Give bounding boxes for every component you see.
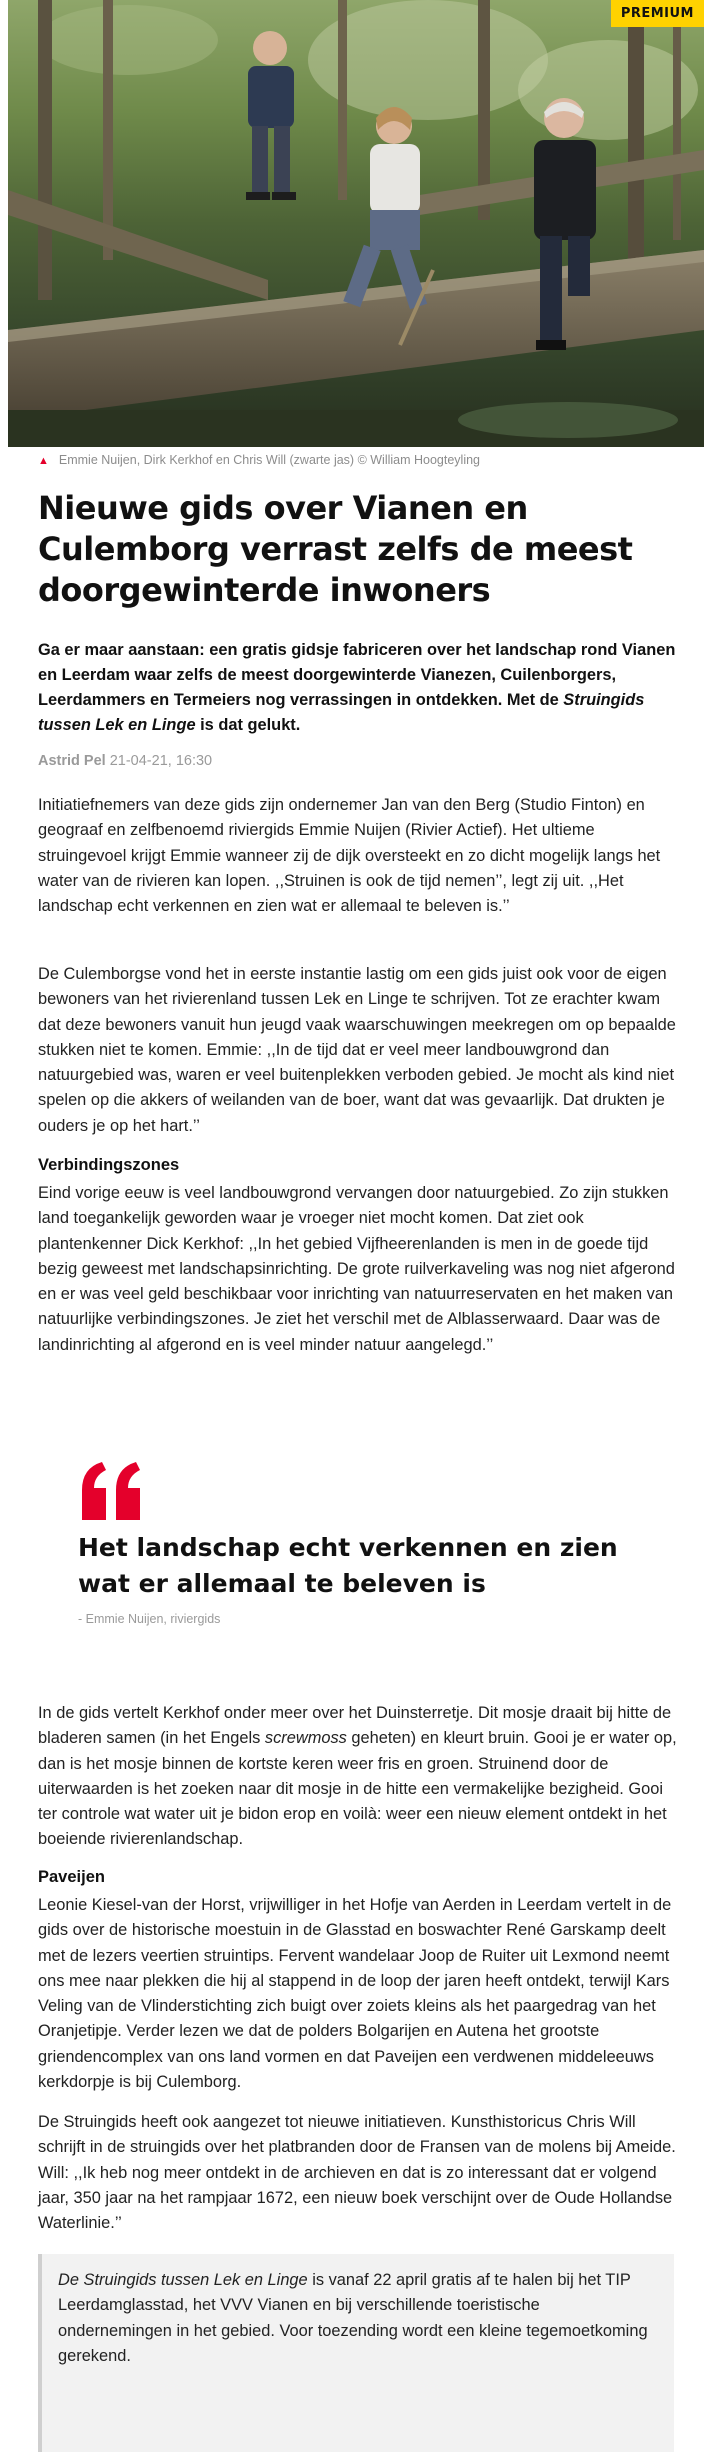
publish-date: 21-04-21, 16:30: [109, 753, 213, 769]
intro-guide-title: Struingids tussen Lek en Linge: [38, 691, 645, 734]
caption-triangle-icon: ▲: [38, 455, 49, 467]
author-name[interactable]: Astrid Pel: [38, 753, 106, 769]
paragraph-4-part-b: geheten) en kleurt bruin. Gooi je er water op, dan is het mosje binnen de kortste keren weer fris en groen. Struinend door de uiterwaarden is het zoeken naar dit mosje in de hitte een vermakelijke bezigheid. Gooi ter controle wat water uit je bidon erop en voilà: weer een nieuw element ontdekt in het boeiende rivierenlandschap.: [38, 1729, 677, 1849]
article-intro: [38, 638, 678, 738]
subheading-verbindingszones: Verbindingszones: [38, 1156, 180, 1174]
photo-caption-text: Emmie Nuijen, Dirk Kerkhof en Chris Will (zwarte jas) © William Hoogteyling: [58, 453, 481, 467]
paragraph-4: [38, 1701, 678, 1853]
paragraph-2: De Culemborgse vond het in eerste instantie lastig om een gids juist ook voor de eigen bewoners van het rivierenland tussen Lek en Linge te schrijven. Tot ze erachter kwam dat deze bewoners vanuit hun jeugd vaak waarschuwingen meekregen om op bepaalde stukken niet te komen. Emmie: ,,In de tijd dat er veel meer landbouwgrond dan natuurgebied was, waren er veel buitenplekken verboden gebied. Je mocht als kind niet spelen op die akkers of weilanden van de boer, want dat was gevaarlijk. Dat drukten je ouders je op het hart.’’: [38, 965, 676, 1135]
paragraph-1: Initiatiefnemers van deze gids zijn ondernemer Jan van den Berg (Studio Finton) en geograaf en zelfbenoemd riviergids Emmie Nuijen (Rivier Actief). Het ultieme struingevoel krijgt Emmie wanneer zij de dijk oversteekt en zo dicht mogelijk langs het water van de rivieren kan lopen. ,,Struinen is ook de tijd nemen’’, legt zij uit. ,,Het landschap echt verkennen en zien wat er allemaal te beleven is.’’: [38, 796, 661, 916]
intro-part-b: is dat gelukt.: [195, 716, 301, 734]
intro-part-a: Ga er maar aanstaan: een gratis gidsje fabriceren over het landschap rond Vianen en Leerdam waar zelfs de meest doorgewinterde Vianezen, Cuilenborgers, Leerdammers en Termeiers nog verrassingen in ontdekken. Met de: [38, 641, 676, 709]
info-box-body: is vanaf 22 april gratis af te halen bij het TIP Leerdamglasstad, het VVV Vianen en bij verschillende toeristische ondernemingen in het gebied. Voor toezending wordt een kleine tegemoetkoming gerekend.: [58, 2271, 648, 2365]
info-box-guide-title: De Struingids tussen Lek en Linge: [58, 2271, 308, 2289]
paragraph-5: Leonie Kiesel-van der Horst, vrijwilliger in het Hofje van Aerden in Leerdam vertelt in de gids over de historische moestuin in de Glasstad en boswachter René Garskamp deelt met de lezers veertien struintips. Fervent wandelaar Joop de Ruiter uit Lexmond neemt ons mee naar plekken die hij al stappend in de loop der jaren heeft ontdekt, terwijl Kars Veling van de Vlinderstichting zich buigt over zoiets kleins als het paargedrag van het Oranjetipje. Verder lezen we dat de polders Bolgarijen en Autena het grootste griendencomplex van ons land vormen en dat Paveijen een verdwenen middeleeuws kerkdorpje is bij Culemborg.: [38, 1896, 672, 2092]
article-headline: Nieuwe gids over Vianen en Culemborg verrast zelfs de meest doorgewinterde inwoners: [38, 489, 633, 609]
quote-mark-icon: [78, 1462, 144, 1520]
paragraph-6: De Struingids heeft ook aangezet tot nieuwe initiatieven. Kunsthistoricus Chris Will schrijft in de struingids over het platbranden door de Fransen van de molens bij Ameide. Will: ,,Ik heb nog meer ontdekt in de archieven en dat is zo interessant dat er volgend jaar, 350 jaar na het rampjaar 1672, een nieuw boek verschijnt over de Oude Hollandse Waterlinie.’’: [38, 2113, 676, 2233]
subheading-paveijen: Paveijen: [38, 1868, 105, 1886]
pull-quote-attribution: - Emmie Nuijen, riviergids: [78, 1612, 221, 1626]
paragraph-4-part-a: In de gids vertelt Kerkhof onder meer over het Duinsterretje. Dit mosje draait bij hitte de bladeren samen (in het Engels: [38, 1704, 672, 1748]
photo-caption: [38, 453, 698, 467]
pull-quote: Het landschap echt verkennen en zien wat er allemaal te beleven is: [78, 1533, 618, 1598]
paragraph-3: Eind vorige eeuw is veel landbouwgrond vervangen door natuurgebied. Zo zijn stukken land toegankelijk geworden waar je vroeger niet mocht komen. Dat ziet ook plantenkenner Dick Kerkhof: ,,In het gebied Vijfheerenlanden is men in de goede tijd bezig geweest met landschapsinrichting. De grote ruilverkaveling was nog niet afgerond en er was veel geld beschikbaar voor inrichting van natuurreservaten en het maken van natuurlijke verbindingszones. Je ziet het verschil met de Alblasserwaard. Daar was de landinrichting al afgerond en is veel minder natuur aangelegd.’’: [38, 1184, 675, 1354]
hero-photo-illustration: [8, 0, 704, 447]
hero-photo: [8, 0, 704, 447]
info-box-text: [58, 2268, 658, 2369]
byline: [38, 753, 212, 769]
info-box: [38, 2254, 674, 2452]
premium-badge: PREMIUM: [611, 0, 704, 27]
paragraph-4-em: screwmoss: [264, 1729, 347, 1748]
